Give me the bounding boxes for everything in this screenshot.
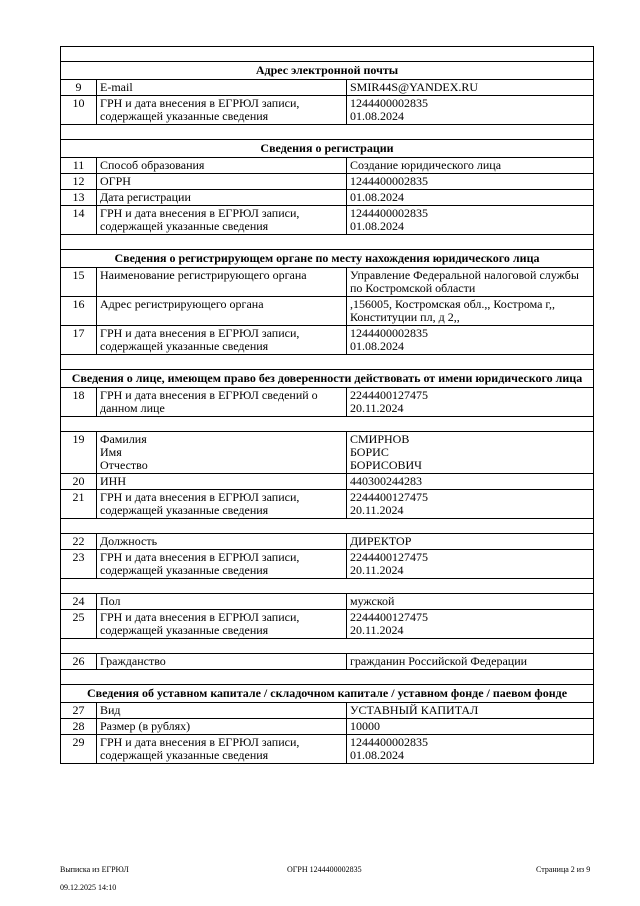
row-number: 20 (61, 474, 97, 490)
field-label: Гражданство (97, 654, 347, 670)
row-number: 27 (61, 703, 97, 719)
registry-extract-body (61, 47, 594, 764)
row-number: 11 (61, 158, 97, 174)
field-label: Должность (97, 534, 347, 550)
row-number: 26 (61, 654, 97, 670)
field-value: 1244400002835 01.08.2024 (347, 96, 594, 125)
field-label: ОГРН (97, 174, 347, 190)
table-row (61, 190, 594, 206)
table-row (61, 703, 594, 719)
field-label: Размер (в рублях) (97, 719, 347, 735)
spacer-cell (61, 125, 594, 140)
row-number: 17 (61, 326, 97, 355)
section-header-row (61, 140, 594, 158)
table-row (61, 534, 594, 550)
row-number: 29 (61, 735, 97, 764)
table-row (61, 719, 594, 735)
table-row (61, 326, 594, 355)
table-row (61, 550, 594, 579)
field-value: мужской (347, 594, 594, 610)
row-number: 22 (61, 534, 97, 550)
section-title: Сведения о регистрации (61, 140, 594, 158)
spacer-row (61, 235, 594, 250)
table-row (61, 735, 594, 764)
row-number: 10 (61, 96, 97, 125)
field-value: 1244400002835 (347, 174, 594, 190)
field-value: ,156005, Костромская обл.,, Кострома г,, Конституции пл, д 2,, (347, 297, 594, 326)
table-row (61, 158, 594, 174)
spacer-row (61, 519, 594, 534)
table-row (61, 268, 594, 297)
table-row (61, 206, 594, 235)
field-label: Способ образования (97, 158, 347, 174)
field-label: Пол (97, 594, 347, 610)
row-number: 14 (61, 206, 97, 235)
field-value: 440300244283 (347, 474, 594, 490)
section-header-row (61, 685, 594, 703)
field-value: 10000 (347, 719, 594, 735)
spacer-row (61, 125, 594, 140)
field-value: Управление Федеральной налоговой службы по Костромской области (347, 268, 594, 297)
field-value: гражданин Российской Федерации (347, 654, 594, 670)
field-label: ГРН и дата внесения в ЕГРЮЛ записи, содержащей указанные сведения (97, 610, 347, 639)
row-number: 18 (61, 388, 97, 417)
field-value: 01.08.2024 (347, 190, 594, 206)
field-label: E-mail (97, 80, 347, 96)
field-value: УСТАВНЫЙ КАПИТАЛ (347, 703, 594, 719)
field-label: Фамилия Имя Отчество (97, 432, 347, 474)
row-number: 21 (61, 490, 97, 519)
section-header-row (61, 62, 594, 80)
table-row (61, 80, 594, 96)
table-row (61, 297, 594, 326)
table-row (61, 594, 594, 610)
section-title: Сведения о регистрирующем органе по месту нахождения юридического лица (61, 250, 594, 268)
field-label: ГРН и дата внесения в ЕГРЮЛ записи, содержащей указанные сведения (97, 735, 347, 764)
field-value: 1244400002835 01.08.2024 (347, 206, 594, 235)
section-title: Адрес электронной почты (61, 62, 594, 80)
spacer-row (61, 355, 594, 370)
footer-source-title: Выписка из ЕГРЮЛ (60, 865, 129, 874)
table-row (61, 490, 594, 519)
field-label: ГРН и дата внесения в ЕГРЮЛ записи, содержащей указанные сведения (97, 326, 347, 355)
row-number: 28 (61, 719, 97, 735)
table-row (61, 432, 594, 474)
spacer-cell (61, 417, 594, 432)
spacer-cell (61, 639, 594, 654)
spacer-cell (61, 355, 594, 370)
section-header-row (61, 370, 594, 388)
field-label: ГРН и дата внесения в ЕГРЮЛ записи, содержащей указанные сведения (97, 96, 347, 125)
table-row (61, 388, 594, 417)
field-label: ИНН (97, 474, 347, 490)
table-row (61, 654, 594, 670)
spacer-cell (61, 47, 594, 62)
field-label: ГРН и дата внесения в ЕГРЮЛ записи, содержащей указанные сведения (97, 490, 347, 519)
table-row (61, 174, 594, 190)
footer-page-number: Страница 2 из 9 (536, 865, 591, 874)
field-value: СМИРНОВ БОРИС БОРИСОВИЧ (347, 432, 594, 474)
field-label: Вид (97, 703, 347, 719)
field-value: 1244400002835 01.08.2024 (347, 735, 594, 764)
row-number: 24 (61, 594, 97, 610)
table-row (61, 610, 594, 639)
table-row (61, 96, 594, 125)
field-label: Адрес регистрирующего органа (97, 297, 347, 326)
table-row (61, 474, 594, 490)
spacer-row (61, 47, 594, 62)
footer-source-datetime: 09.12.2025 14:10 (60, 883, 117, 892)
field-label: ГРН и дата внесения в ЕГРЮЛ сведений о данном лице (97, 388, 347, 417)
row-number: 13 (61, 190, 97, 206)
field-label: ГРН и дата внесения в ЕГРЮЛ записи, содержащей указанные сведения (97, 206, 347, 235)
spacer-row (61, 417, 594, 432)
spacer-row (61, 639, 594, 654)
field-value: 2244400127475 20.11.2024 (347, 490, 594, 519)
row-number: 25 (61, 610, 97, 639)
field-label: Наименование регистрирующего органа (97, 268, 347, 297)
field-value: Создание юридического лица (347, 158, 594, 174)
footer-source (60, 856, 129, 892)
section-title: Сведения о лице, имеющем право без доверенности действовать от имени юридического лица (61, 370, 594, 388)
row-number: 19 (61, 432, 97, 474)
spacer-cell (61, 670, 594, 685)
row-number: 16 (61, 297, 97, 326)
section-header-row (61, 250, 594, 268)
field-label: ГРН и дата внесения в ЕГРЮЛ записи, содержащей указанные сведения (97, 550, 347, 579)
section-title: Сведения об уставном капитале / складочном капитале / уставном фонде / паевом фонде (61, 685, 594, 703)
spacer-cell (61, 519, 594, 534)
field-value: 2244400127475 20.11.2024 (347, 388, 594, 417)
footer-ogrn: ОГРН 1244400002835 (287, 865, 362, 874)
field-value: SMIR44S@YANDEX.RU (347, 80, 594, 96)
row-number: 15 (61, 268, 97, 297)
field-value: 2244400127475 20.11.2024 (347, 550, 594, 579)
field-value: 2244400127475 20.11.2024 (347, 610, 594, 639)
row-number: 23 (61, 550, 97, 579)
spacer-cell (61, 235, 594, 250)
registry-extract-table (60, 46, 594, 764)
spacer-row (61, 670, 594, 685)
spacer-cell (61, 579, 594, 594)
spacer-row (61, 579, 594, 594)
row-number: 12 (61, 174, 97, 190)
field-label: Дата регистрации (97, 190, 347, 206)
field-value: ДИРЕКТОР (347, 534, 594, 550)
field-value: 1244400002835 01.08.2024 (347, 326, 594, 355)
row-number: 9 (61, 80, 97, 96)
